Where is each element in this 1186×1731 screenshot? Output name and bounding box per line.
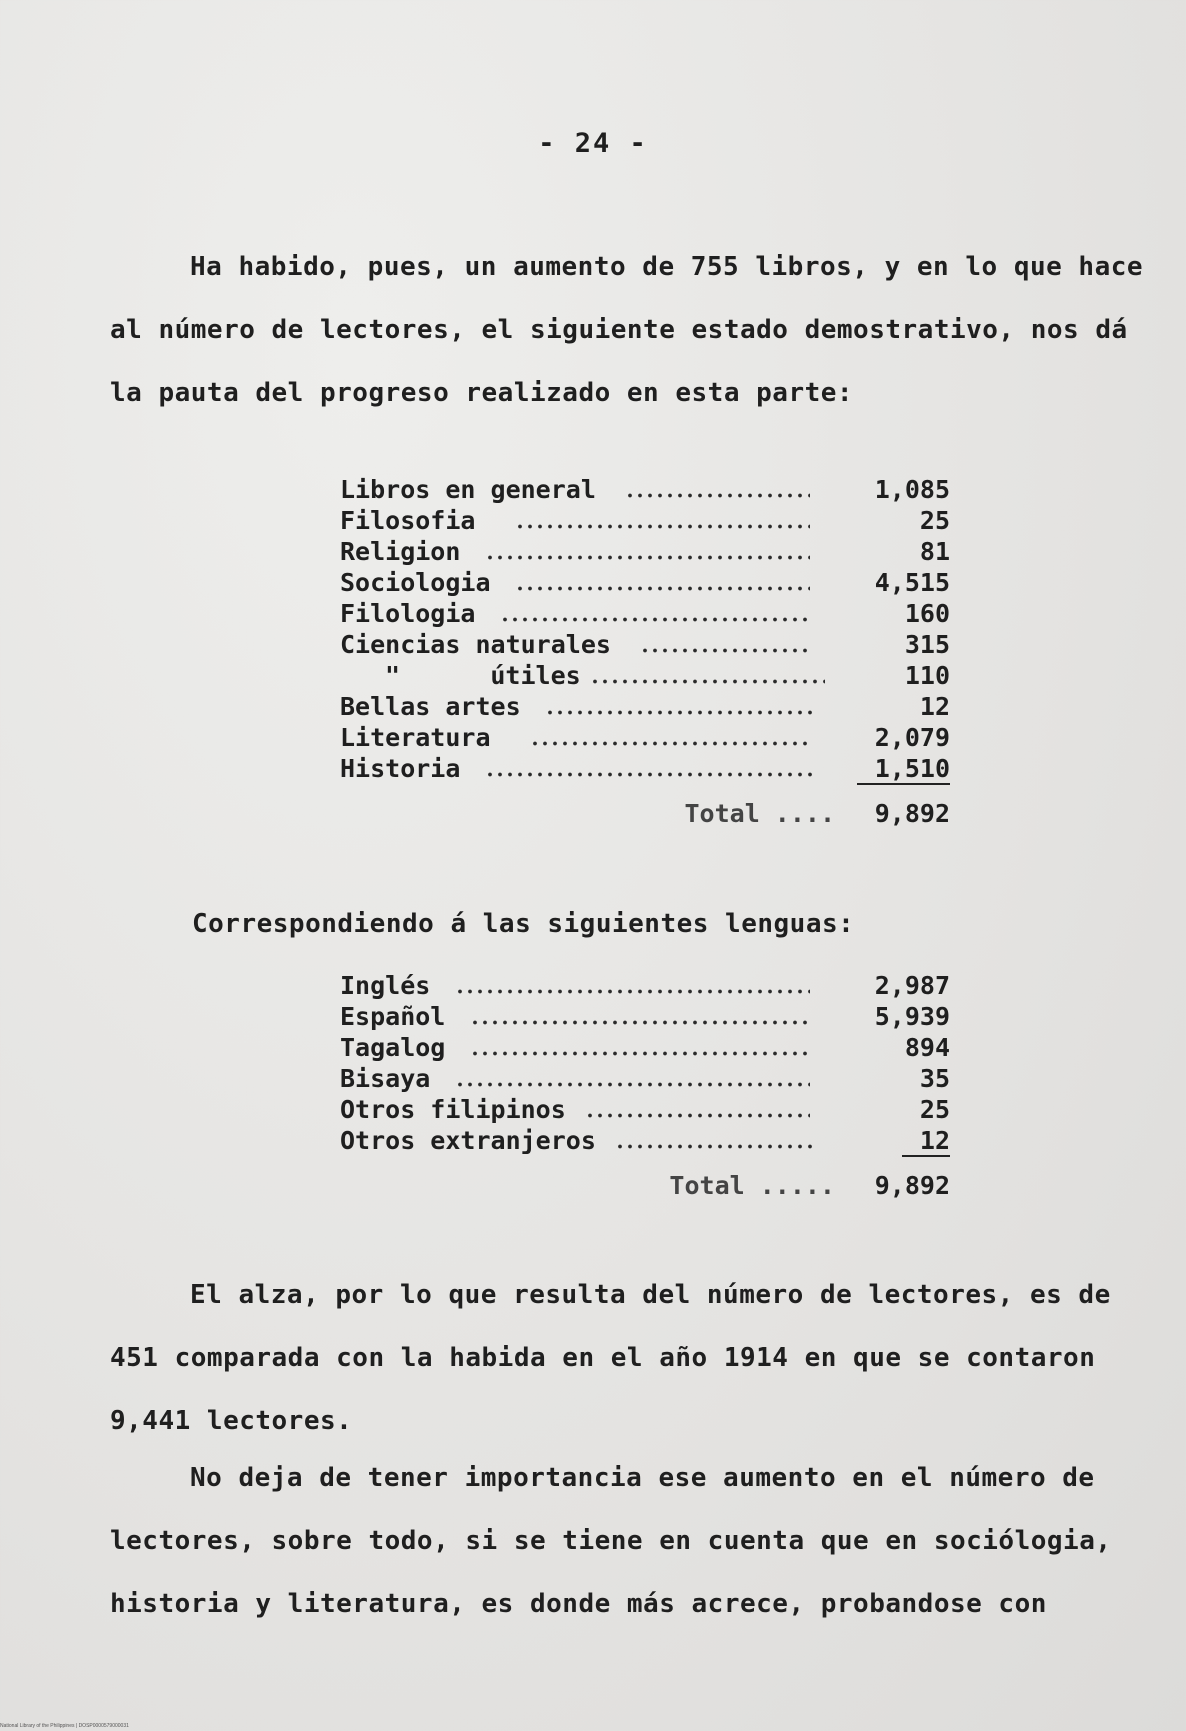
row-label: Otros extranjeros [340,1126,596,1155]
table-row [340,970,950,1001]
leader-dots [455,970,810,1001]
total-value: 9,892 [874,1171,950,1200]
total-label: Total .... [684,799,835,828]
leader-dots [485,753,815,784]
underlined-value: 1,510 [857,754,950,785]
paragraph-line: Ha habido, pues, un aumento de 755 libros, y en lo que hace [190,252,1144,282]
table-row [340,1125,950,1156]
row-value: 35 [919,1064,950,1093]
row-label: Sociologia [340,568,491,597]
leader-dots [590,660,825,691]
row-label: Español [340,1002,446,1031]
row-label: Filosofia [340,506,476,535]
leader-dots [640,629,810,660]
row-value: 25 [919,506,950,535]
table-row [340,691,950,722]
row-value: 25 [919,1095,950,1124]
row-label: Tagalog [340,1033,446,1062]
row-value: 894 [904,1033,950,1062]
paragraph-line: No deja de tener importancia ese aumento en el número de [190,1463,1095,1493]
row-label: Historia [340,754,461,783]
paragraph-line: lectores, sobre todo, si se tiene en cuenta que en sociólogia, [110,1526,1112,1556]
paragraph-line: 451 comparada con la habida en el año 1914 en que se contaron [110,1343,1096,1373]
closing-paragraph-2 [110,1447,1120,1636]
table-row [340,660,950,691]
leader-dots [530,722,810,753]
row-value: 160 [904,599,950,628]
total-row [340,794,950,834]
leader-dots [545,691,815,722]
paragraph-line: historia y literatura, es donde más acrece, probandose con [110,1589,1047,1619]
table-row [340,1001,950,1032]
row-label: Otros filipinos [340,1095,566,1124]
row-value: 5,939 [874,1002,950,1031]
table-row [340,567,950,598]
leader-dots [515,567,810,598]
intro-paragraph [110,236,1144,425]
paragraph-line: 9,441 lectores. [110,1406,353,1436]
leader-dots [470,1001,810,1032]
leader-dots [485,536,810,567]
leader-dots [500,598,810,629]
leader-dots [615,1125,815,1156]
languages-table [340,970,950,1206]
paragraph-line: la pauta del progreso realizado en esta parte: [110,378,854,408]
paragraph-line: El alza, por lo que resulta del número de lectores, es de [190,1280,1111,1310]
languages-intro [192,893,1186,956]
row-label: Literatura [340,723,491,752]
table-row [340,629,950,660]
row-value: 81 [919,537,950,566]
closing-paragraph-1 [110,1264,1120,1453]
table-row [340,505,950,536]
leader-dots [470,1032,810,1063]
paragraph-line: Correspondiendo á las siguientes lenguas: [192,909,855,939]
row-label: Libros en general [340,475,596,504]
table-row [340,1094,950,1125]
leader-dots [585,1094,810,1125]
leader-dots [455,1063,810,1094]
row-value: 2,987 [874,971,950,1000]
row-label: Ciencias naturales [340,630,611,659]
row-value: 315 [904,630,950,659]
row-value [840,1125,950,1156]
table-row [340,598,950,629]
table-row [340,753,950,784]
table-row [340,1063,950,1094]
row-value: 110 [904,661,950,690]
table-row [340,1032,950,1063]
row-label: Filologia [340,599,476,628]
underlined-value: 12 [902,1126,950,1157]
table-row [340,474,950,505]
row-label: Bisaya [340,1064,431,1093]
table-row [340,722,950,753]
row-value: 1,085 [874,475,950,504]
leader-dots [515,505,810,536]
subjects-table [340,474,950,834]
total-value: 9,892 [874,799,950,828]
row-label: Religion [340,537,461,566]
total-row [340,1166,950,1206]
archive-caption: National Library of the Philippines | DOSP0000579000031 [0,1723,129,1729]
row-value: 2,079 [874,723,950,752]
row-label: Bellas artes [340,692,521,721]
row-label: Inglés [340,971,431,1000]
row-value: 4,515 [874,568,950,597]
row-value [840,753,950,784]
total-label: Total ..... [669,1171,835,1200]
table-row [340,536,950,567]
row-value: 12 [919,692,950,721]
page-number: - 24 - [538,128,648,159]
paragraph-line: al número de lectores, el siguiente estado demostrativo, nos dá [110,315,1128,345]
leader-dots [625,474,810,505]
row-label: " útiles [385,661,581,690]
